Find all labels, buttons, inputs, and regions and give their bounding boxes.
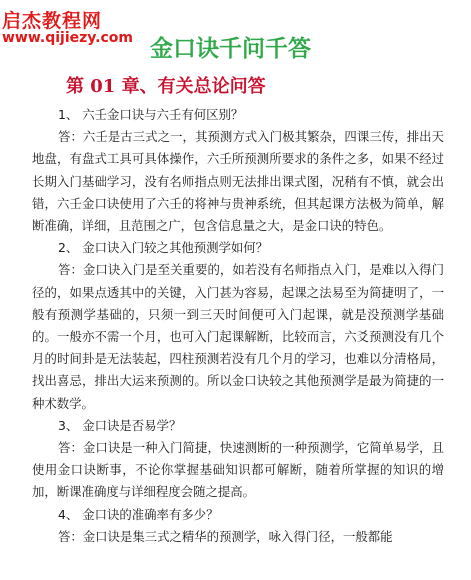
watermark-url: www.qijiezy.com [2, 30, 133, 46]
answer-4: 答：金口诀是集三式之精华的预测学，咏入得门径，一般都能 [58, 528, 393, 544]
question-2: 2、 金口诀入门较之其他预测学如何？ [58, 240, 269, 256]
chapter-heading: 第 01 章、有关总论问答 [66, 76, 266, 97]
question-3: 3、 金口诀是否易学？ [58, 417, 182, 433]
document-title: 金口诀千问千答 [150, 35, 311, 62]
question-1: 1、 六壬金口诀与六壬有何区别？ [58, 107, 244, 122]
answer-1: 答：六壬是古三式之一，其预测方式入门极其繁杂，四课三传，排出天地盘，有盘式工具可具体操作，六壬所预测所要求的条件之多，如果不经过长期入门基础学习，没有名师指点则无法排出课式图，况稍有不慎，就会出错，六壬金口诀使用了六壬的将神与贵神系统，但其起课方法极为简单，解断准确，详细，且范围之广，包含信息量之大，是金口诀的特色。 [32, 129, 444, 234]
question-4: 4、 金口诀的准确率有多少？ [58, 506, 219, 522]
answer-2: 答：金口诀入门是至关重要的，如若没有名师指点入门，是难以入得门径的，如果点透其中的关键，入门甚为容易，起课之法易至为简捷明了，一般有预测学基础的，只须一到三天时间便可入门起课，就是没预测学基础的。一般亦不需一个月，也可入门起课解断，比较而言，六爻预测没有几个月的时间卦是无法装起，四柱预测若没有几个月的学习，也难以分清格局，找出喜忌，排出大运来预测的。所以金口诀较之其他预测学是最为简捷的一种术数学。 [32, 262, 444, 411]
watermark-site-name: 启杰教程网 [2, 10, 103, 32]
document-body [32, 104, 444, 548]
answer-3: 答：金口诀是一种入门简捷，快速测断的一种预测学，它简单易学，且使用金口诀断事，不论你掌握基础知识都可解断，随着所掌握的知识的增加，断课准确度与详细程度会随之提高。 [32, 440, 444, 500]
